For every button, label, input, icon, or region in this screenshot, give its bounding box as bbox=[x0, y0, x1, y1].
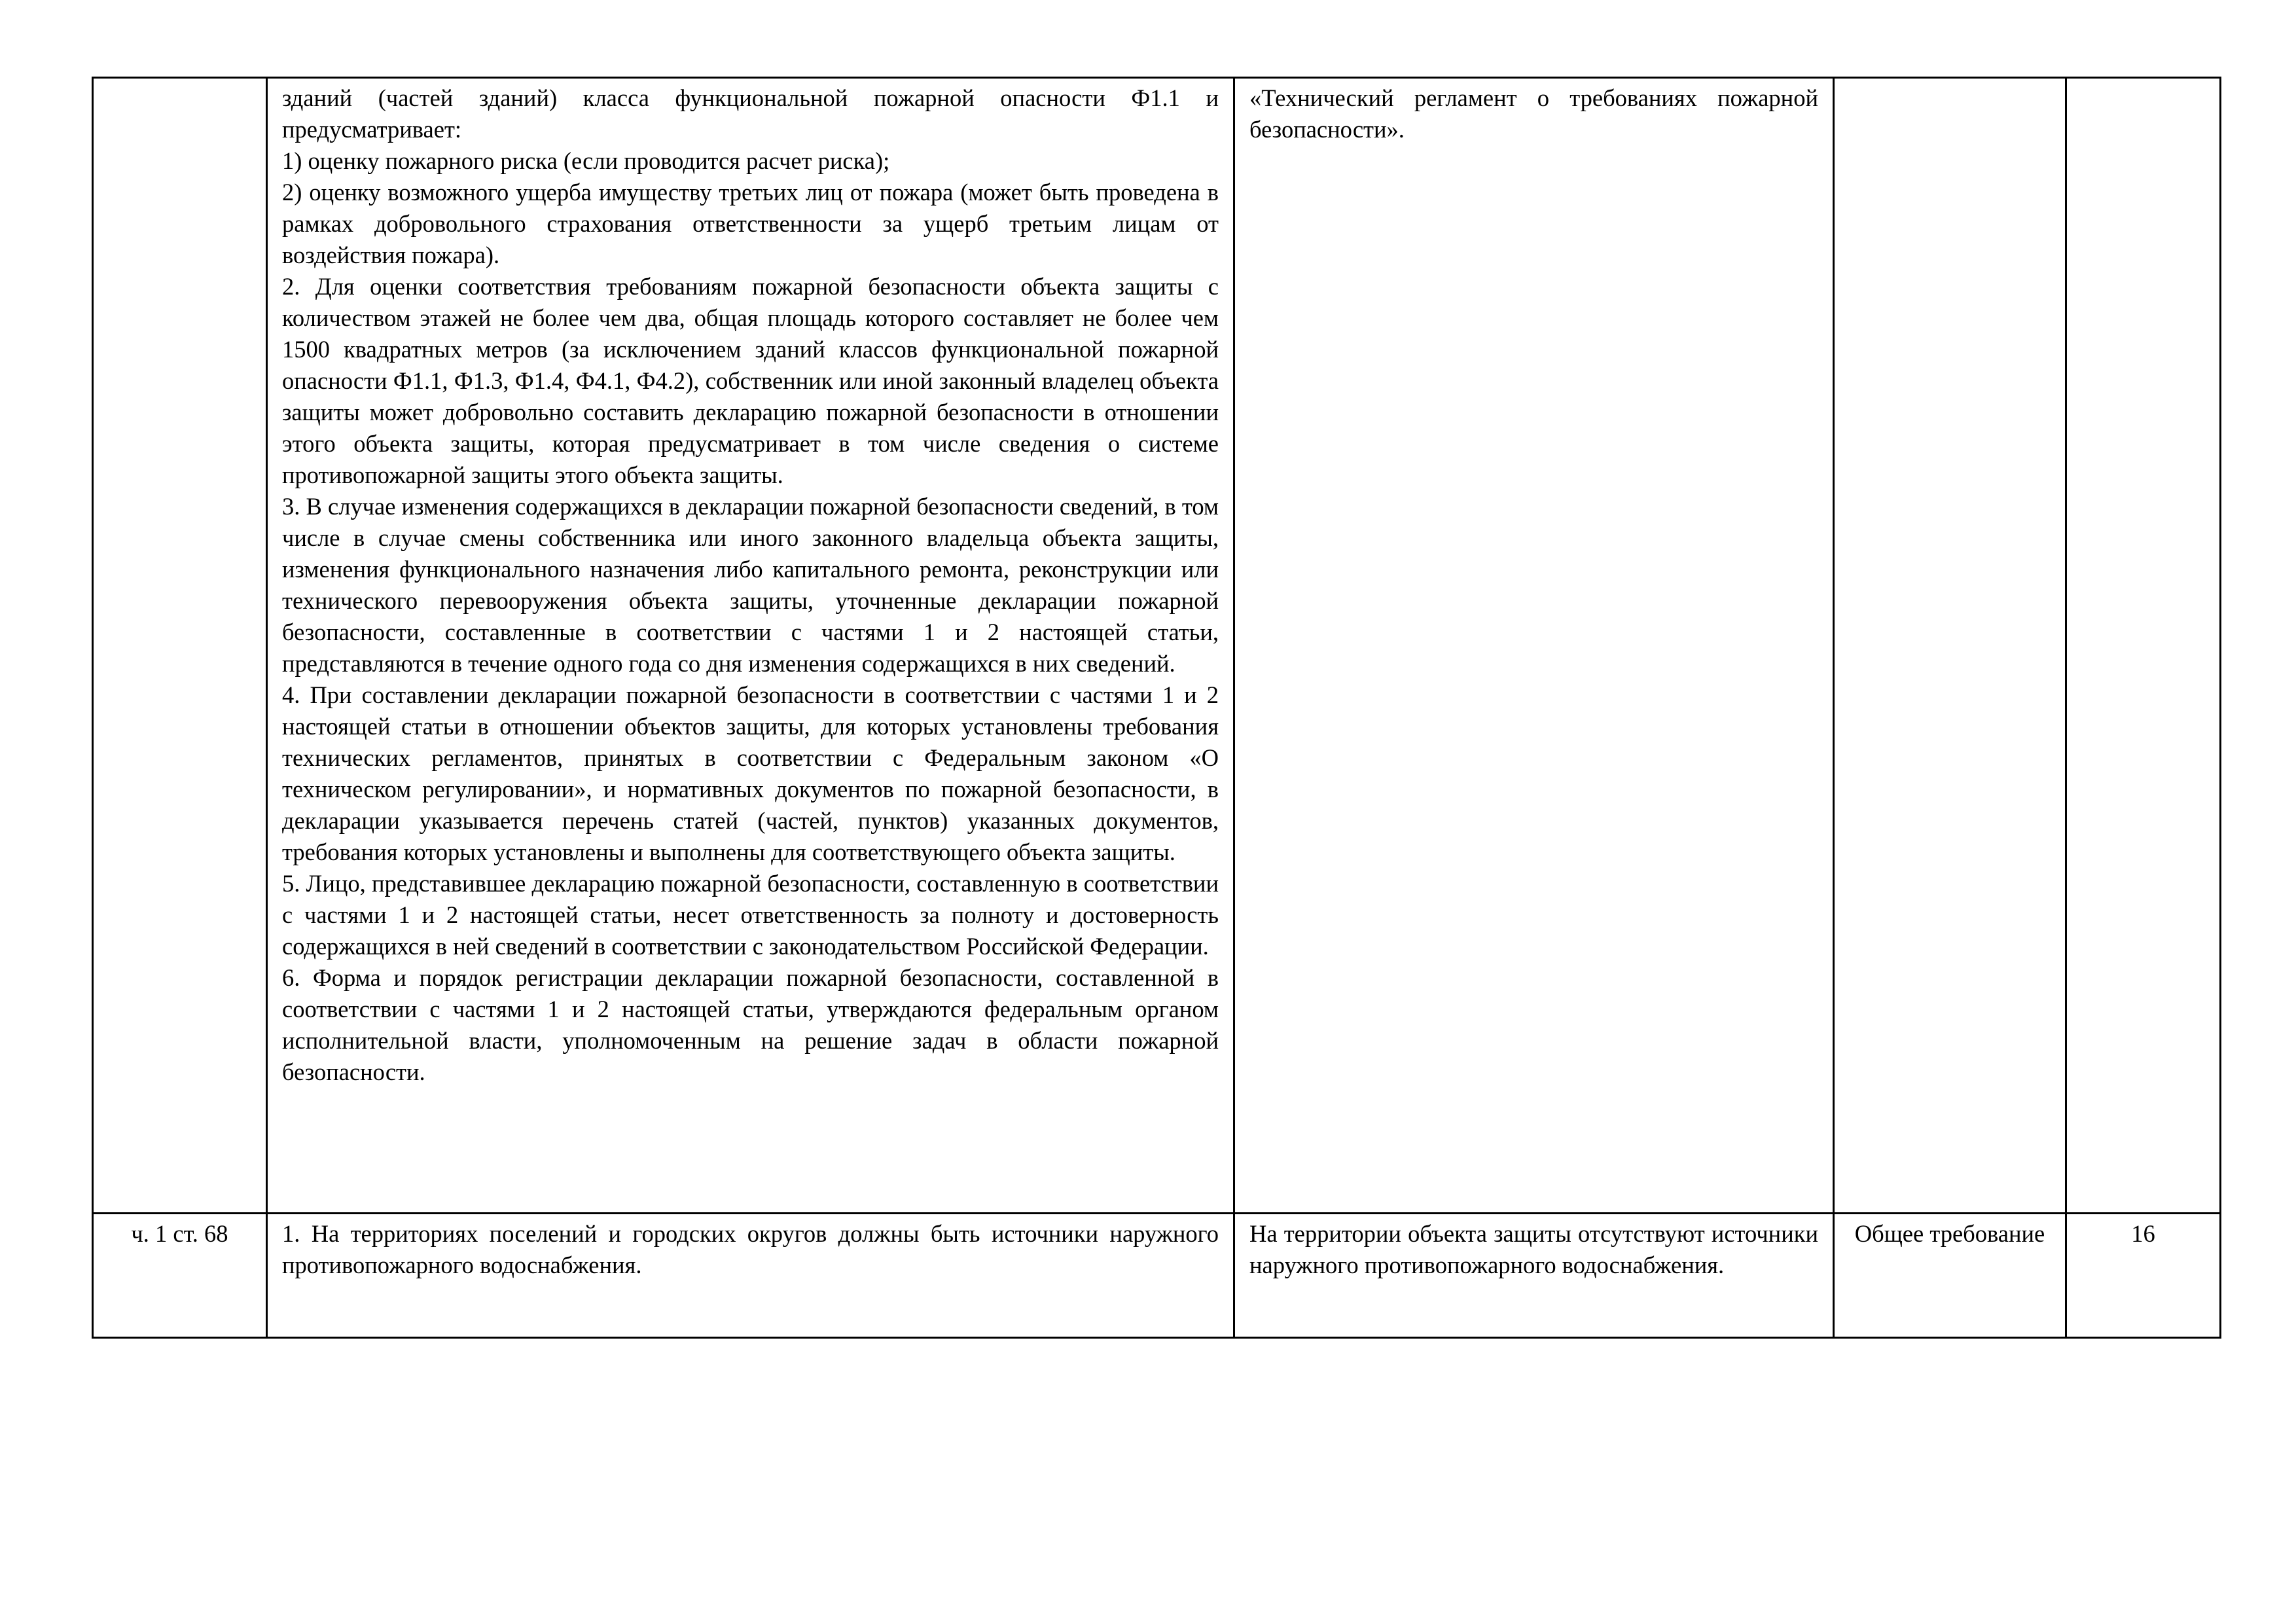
requirement-paragraph: 5. Лицо, представившее декларацию пожарной безопасности, составленную в соответствии с частями 1 и 2 настоящей статьи, несет ответственность за полноту и достоверность содержащихся в ней сведений в соответствии с законодательством Российской Федерации. bbox=[282, 870, 1219, 960]
inspection-table bbox=[92, 77, 2221, 1339]
requirement-cell bbox=[267, 1214, 1234, 1338]
finding-cell: «Технический регламент о требованиях пожарной безопасности». bbox=[1234, 78, 1834, 1214]
table-row bbox=[93, 1214, 2221, 1338]
ref-cell: ч. 1 ст. 68 bbox=[93, 1214, 267, 1338]
requirement-paragraph: зданий (частей зданий) класса функциональной пожарной опасности Ф1.1 и предусматривает: bbox=[282, 84, 1219, 143]
finding-cell: На территории объекта защиты отсутствуют источники наружного противопожарного водоснабжения. bbox=[1234, 1214, 1834, 1338]
category-cell bbox=[1834, 78, 2066, 1214]
ref-cell bbox=[93, 78, 267, 1214]
requirement-cell bbox=[267, 78, 1234, 1214]
requirement-paragraph: 1) оценку пожарного риска (если проводится расчет риска); bbox=[282, 147, 890, 174]
requirement-paragraph: 6. Форма и порядок регистрации декларации пожарной безопасности, составленной в соответствии с частями 1 и 2 настоящей статьи, утверждаются федеральным органом исполнительной власти, уполномоченным на решение задач в области пожарной безопасности. bbox=[282, 964, 1219, 1085]
requirement-paragraph: 2. Для оценки соответствия требованиям пожарной безопасности объекта защиты с количеством этажей не более чем два, общая площадь которого составляет не более чем 1500 квадратных метров (за исключением зданий классов функциональной пожарной опасности Ф1.1, Ф1.3, Ф1.4, Ф4.1, Ф4.2), собственник или иной законный владелец объекта защиты может добровольно составить декларацию пожарной безопасности в отношении этого объекта защиты, которая предусматривает в том числе сведения о системе противопожарной защиты этого объекта защиты. bbox=[282, 273, 1219, 488]
number-cell: 16 bbox=[2066, 1214, 2221, 1338]
requirement-paragraph: 1. На территориях поселений и городских округов должны быть источники наружного противопожарного водоснабжения. bbox=[282, 1220, 1219, 1278]
category-cell: Общее требование bbox=[1834, 1214, 2066, 1338]
requirement-paragraph: 3. В случае изменения содержащихся в декларации пожарной безопасности сведений, в том числе в случае смены собственника или иного законного владельца объекта защиты, изменения функционального назначения либо капитального ремонта, реконструкции или технического перевооружения объекта защиты, уточненные декларации пожарной безопасности, составленные в соответствии с частями 1 и 2 настоящей статьи, представляются в течение одного года со дня изменения содержащихся в них сведений. bbox=[282, 493, 1219, 677]
requirement-paragraph: 2) оценку возможного ущерба имуществу третьих лиц от пожара (может быть проведена в рамках добровольного страхования ответственности за ущерб третьим лицам от воздействия пожара). bbox=[282, 179, 1219, 268]
requirement-paragraph: 4. При составлении декларации пожарной безопасности в соответствии с частями 1 и 2 настоящей статьи в отношении объектов защиты, для которых установлены требования технических регламентов, принятых в соответствии с Федеральным законом «О техническом регулировании», и нормативных документов по пожарной безопасности, в декларации указывается перечень статей (частей, пунктов) указанных документов, требования которых установлены и выполнены для соответствующего объекта защиты. bbox=[282, 681, 1219, 865]
number-cell bbox=[2066, 78, 2221, 1214]
table-row bbox=[93, 78, 2221, 1214]
